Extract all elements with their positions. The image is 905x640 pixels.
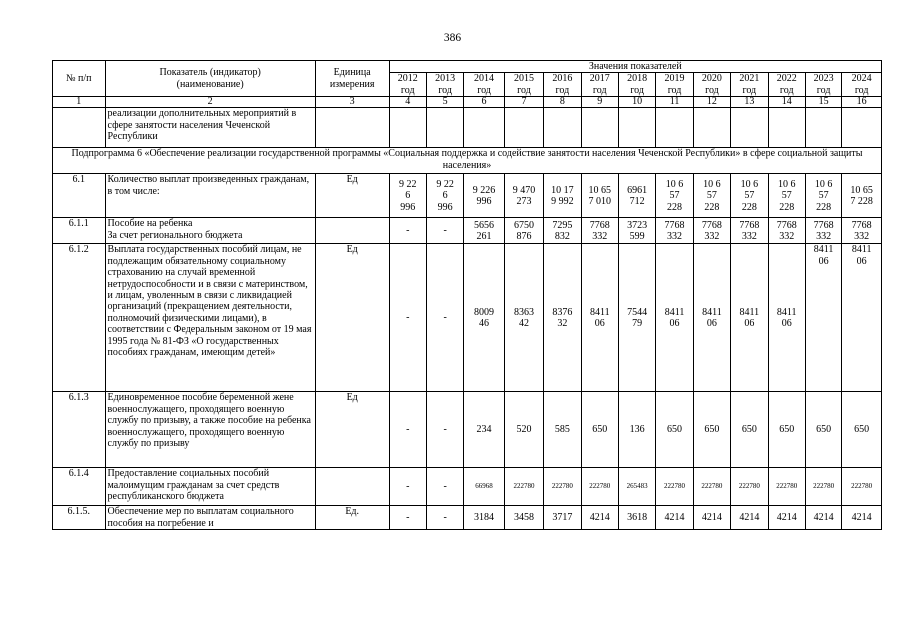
value-cell: 222780 <box>842 468 882 506</box>
column-number: 12 <box>693 97 730 108</box>
column-number: 15 <box>805 97 841 108</box>
value-cell: 4214 <box>693 506 730 530</box>
row-unit <box>315 468 389 506</box>
row-indicator-name: Выплата государственных пособий лицам, не подлежащим обязательному социальному страхованию на случай временной нетрудоспособности и в связи с материнством, и лицам, уволенным в связи с ликвидацией организаций (прекращением деятельности, полномочий физическими лицами), в соответствии с Федеральным законом от 19 мая 1995 года № 81-ФЗ «О государственных пособиях гражданам, имеющим детей» <box>105 244 315 392</box>
value-cell: 7768 332 <box>842 218 882 244</box>
value-cell: 8363 42 <box>504 244 543 392</box>
value-cell: - <box>389 506 426 530</box>
value-cell: 7768 332 <box>581 218 618 244</box>
row-indicator-name: Пособие на ребенка За счет регионального бюджета <box>105 218 315 244</box>
value-cell: 7768 332 <box>805 218 841 244</box>
value-cell: 7295 832 <box>544 218 581 244</box>
value-cell: 265483 <box>618 468 655 506</box>
column-number: 4 <box>389 97 426 108</box>
value-cell: 3458 <box>504 506 543 530</box>
subprogram-row <box>53 148 882 174</box>
page-number: 386 <box>443 32 462 44</box>
header-year: 2021 год <box>731 73 768 97</box>
value-cell: 222780 <box>805 468 841 506</box>
header-year: 2012 год <box>389 73 426 97</box>
value-cell: 650 <box>731 392 768 468</box>
header-year: 2022 год <box>768 73 805 97</box>
value-cell: 650 <box>693 392 730 468</box>
value-cell: - <box>389 392 426 468</box>
value-cell: 222780 <box>731 468 768 506</box>
header-indicator: Показатель (индикатор) (наименование) <box>105 61 315 97</box>
value-cell: 4214 <box>805 506 841 530</box>
value-cell: 10 6 57 228 <box>731 174 768 218</box>
value-cell: 7768 332 <box>656 218 693 244</box>
value-cell: 10 6 57 228 <box>768 174 805 218</box>
value-cell: 222780 <box>544 468 581 506</box>
value-cell: 8376 32 <box>544 244 581 392</box>
value-cell: 10 6 57 228 <box>805 174 841 218</box>
value-cell: 3717 <box>544 506 581 530</box>
value-cell: 650 <box>805 392 841 468</box>
value-cell: - <box>389 468 426 506</box>
value-cell: 222780 <box>693 468 730 506</box>
row-number: 6.1.5. <box>53 506 106 530</box>
header-unit: Единица измерения <box>315 61 389 97</box>
value-cell: 4214 <box>656 506 693 530</box>
value-cell: 8411 06 <box>768 244 805 392</box>
value-cell: 4214 <box>842 506 882 530</box>
value-cell: 222780 <box>504 468 543 506</box>
table-row <box>53 468 882 506</box>
header-year: 2024 год <box>842 73 882 97</box>
row-number: 6.1.3 <box>53 392 106 468</box>
table-row <box>53 218 882 244</box>
continuation-text: реализации дополнительных мероприятий в сфере занятости населения Чеченской Республики <box>105 108 315 148</box>
value-cell: - <box>426 244 463 392</box>
value-cell: 7768 332 <box>693 218 730 244</box>
column-number: 16 <box>842 97 882 108</box>
subprogram-title: Подпрограмма 6 «Обеспечение реализации государственной программы «Социальная поддержка и содействие занятости населения Чеченской Республики» в сфере социальной защиты населения» <box>53 148 882 174</box>
value-cell: 10 17 9 992 <box>544 174 581 218</box>
value-cell: 222780 <box>768 468 805 506</box>
value-cell: 222780 <box>581 468 618 506</box>
value-cell: 520 <box>504 392 543 468</box>
value-cell: 3184 <box>464 506 504 530</box>
value-cell: 4214 <box>768 506 805 530</box>
value-cell: - <box>426 468 463 506</box>
header-year: 2014 год <box>464 73 504 97</box>
column-number: 13 <box>731 97 768 108</box>
value-cell: 8411 06 <box>731 244 768 392</box>
row-number: 6.1 <box>53 174 106 218</box>
header-year: 2019 год <box>656 73 693 97</box>
header-year: 2015 год <box>504 73 543 97</box>
header-year: 2020 год <box>693 73 730 97</box>
value-cell: 8411 06 <box>581 244 618 392</box>
value-cell: 6961 712 <box>618 174 655 218</box>
value-cell: 8411 06 <box>693 244 730 392</box>
value-cell: 234 <box>464 392 504 468</box>
column-number: 1 <box>53 97 106 108</box>
column-number: 9 <box>581 97 618 108</box>
row-unit: Ед <box>315 392 389 468</box>
value-cell: 10 65 7 228 <box>842 174 882 218</box>
row-number: 6.1.2 <box>53 244 106 392</box>
column-number: 11 <box>656 97 693 108</box>
column-number: 10 <box>618 97 655 108</box>
row-indicator-name: Количество выплат произведенных гражданам, в том числе: <box>105 174 315 218</box>
value-cell: 10 6 57 228 <box>656 174 693 218</box>
header-values-group: Значения показателей <box>389 61 881 73</box>
value-cell: 9 226 996 <box>464 174 504 218</box>
row-unit <box>315 218 389 244</box>
column-number: 5 <box>426 97 463 108</box>
value-cell: - <box>389 244 426 392</box>
indicators-table <box>52 60 882 530</box>
value-cell: - <box>389 218 426 244</box>
value-cell: 8411 06 <box>805 244 841 392</box>
value-cell: 3618 <box>618 506 655 530</box>
header-year: 2017 год <box>581 73 618 97</box>
value-cell: 7768 332 <box>731 218 768 244</box>
value-cell: 4214 <box>581 506 618 530</box>
row-indicator-name: Обеспечение мер по выплатам социального пособия на погребение и <box>105 506 315 530</box>
column-number: 3 <box>315 97 389 108</box>
header-num: № п/п <box>53 61 106 97</box>
row-indicator-name: Единовременное пособие беременной жене военнослужащего, проходящего военную службу по призыву, а также пособие на ребенка военнослужащего, проходящего военную службу по призыву <box>105 392 315 468</box>
value-cell: 650 <box>656 392 693 468</box>
column-number: 2 <box>105 97 315 108</box>
value-cell: 222780 <box>656 468 693 506</box>
header-year: 2016 год <box>544 73 581 97</box>
row-unit: Ед <box>315 244 389 392</box>
column-number: 14 <box>768 97 805 108</box>
value-cell: 585 <box>544 392 581 468</box>
value-cell: 8411 06 <box>842 244 882 392</box>
continuation-row <box>53 108 882 148</box>
value-cell: 650 <box>842 392 882 468</box>
table-row <box>53 174 882 218</box>
column-number: 6 <box>464 97 504 108</box>
value-cell: 3723 599 <box>618 218 655 244</box>
value-cell: 7768 332 <box>768 218 805 244</box>
value-cell: 650 <box>768 392 805 468</box>
row-number: 6.1.4 <box>53 468 106 506</box>
value-cell: 4214 <box>731 506 768 530</box>
row-number: 6.1.1 <box>53 218 106 244</box>
table-row <box>53 244 882 392</box>
header-year: 2018 год <box>618 73 655 97</box>
value-cell: 9 470 273 <box>504 174 543 218</box>
row-unit: Ед <box>315 174 389 218</box>
header-year: 2023 год <box>805 73 841 97</box>
value-cell: 66968 <box>464 468 504 506</box>
table-row <box>53 506 882 530</box>
value-cell: 9 22 6 996 <box>389 174 426 218</box>
value-cell: 5656 261 <box>464 218 504 244</box>
row-unit: Ед. <box>315 506 389 530</box>
value-cell: - <box>426 218 463 244</box>
value-cell: 9 22 6 996 <box>426 174 463 218</box>
value-cell: 8411 06 <box>656 244 693 392</box>
value-cell: - <box>426 392 463 468</box>
column-number: 7 <box>504 97 543 108</box>
value-cell: 6750 876 <box>504 218 543 244</box>
value-cell: 8009 46 <box>464 244 504 392</box>
continuation-num <box>53 108 106 148</box>
value-cell: 10 6 57 228 <box>693 174 730 218</box>
value-cell: 10 65 7 010 <box>581 174 618 218</box>
value-cell: 136 <box>618 392 655 468</box>
column-number: 8 <box>544 97 581 108</box>
value-cell: 650 <box>581 392 618 468</box>
row-indicator-name: Предоставление социальных пособий малоимущим гражданам за счет средств республиканского бюджета <box>105 468 315 506</box>
value-cell: 7544 79 <box>618 244 655 392</box>
header-year: 2013 год <box>426 73 463 97</box>
table-row <box>53 392 882 468</box>
value-cell: - <box>426 506 463 530</box>
